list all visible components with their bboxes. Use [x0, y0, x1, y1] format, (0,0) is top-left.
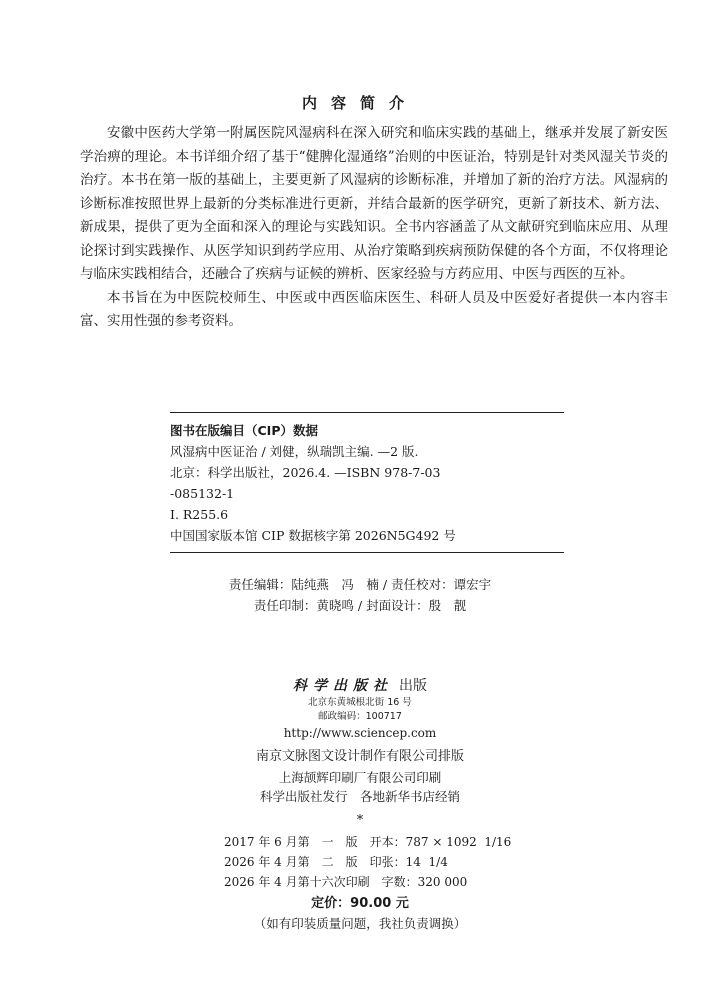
edition-row: 2026 年 4 月第十六次印刷 字数：320 000: [224, 875, 468, 889]
intro-section: [80, 122, 668, 334]
publisher-brand: 科学出版社: [293, 678, 393, 694]
cip-line: -085132-1: [170, 486, 235, 501]
printer: 上海颉辉印刷厂有限公司印刷: [278, 770, 442, 785]
cip-line: 中国国家版本馆 CIP 数据核字第 2026N5G492 号: [170, 528, 456, 543]
publisher-suffix: 出版: [399, 678, 427, 694]
edition-row: 2026 年 4 月第 二 版 印张：14 1/4: [224, 855, 448, 869]
price: 定价：90.00 元: [311, 896, 409, 911]
intro-paragraph-1: 安徽中医药大学第一附属医院风湿病科在深入研究和临床实践的基础上，继承并发展了新安医学治痹的理论。本书详细介绍了基于“健脾化湿通络”治则的中医证治，特别是针对类风湿关节炎的治疗。本书在第一版的基础上，主要更新了风湿病的诊断标准，并增加了新的治疗方法。风湿病的诊断标准按照世界上最新的分类标准进行更新，并结合最新的医学研究，更新了新技术、新方法、新成果，提供了更为全面和深入的理论与实践知识。全书内容涵盖了从文献研究到临床应用、从理论探讨到实践操作、从医学知识到药学应用、从治疗策略到疾病预防保健的各个方面，不仅将理论与临床实践相结合，还融合了疾病与证候的辨析、医家经验与方药应用、中医与西医的互补。: [80, 125, 668, 282]
cip-line: 风湿病中医证治 / 刘健，纵瑞凯主编. —2 版.: [170, 444, 419, 459]
typesetter: 南京文脉图文设计制作有限公司排版: [255, 749, 464, 764]
cip-data-block: [170, 412, 564, 553]
edition-row: 2017 年 6 月第 一 版 开本：787 × 1092 1/16: [224, 835, 512, 849]
cip-line: Ⅰ. R255.6: [170, 507, 229, 522]
production-credits: 责任印制：黄晓鸣 / 封面设计：殷 靓: [253, 598, 467, 613]
cip-title: 图书在版编目（CIP）数据: [170, 423, 318, 438]
editor-credits: 责任编辑：陆纯燕 冯 楠 / 责任校对：谭宏宇: [228, 577, 492, 592]
publisher-url: http://www.sciencep.com: [283, 726, 437, 740]
publisher-address: 北京东黄城根北街 16 号: [308, 697, 412, 708]
publisher-block: [0, 676, 720, 832]
credits-block: [0, 574, 720, 616]
edition-info: [224, 832, 511, 892]
cip-line: 北京：科学出版社，2026.4. —ISBN 978-7-03: [170, 465, 441, 480]
distributor: 科学出版社发行 各地新华书店经销: [259, 789, 460, 804]
quality-notice: （如有印装质量问题，我社负责调换）: [253, 916, 467, 931]
publisher-postcode: 邮政编码：100717: [318, 711, 402, 722]
separator-star: *: [356, 813, 364, 828]
publisher-name: [0, 676, 720, 696]
page-heading: 内容简介: [301, 94, 418, 112]
intro-paragraph-2: 本书旨在为中医院校师生、中医或中西医临床医生、科研人员及中医爱好者提供一本内容丰富、实用性强的参考资料。: [80, 289, 668, 329]
